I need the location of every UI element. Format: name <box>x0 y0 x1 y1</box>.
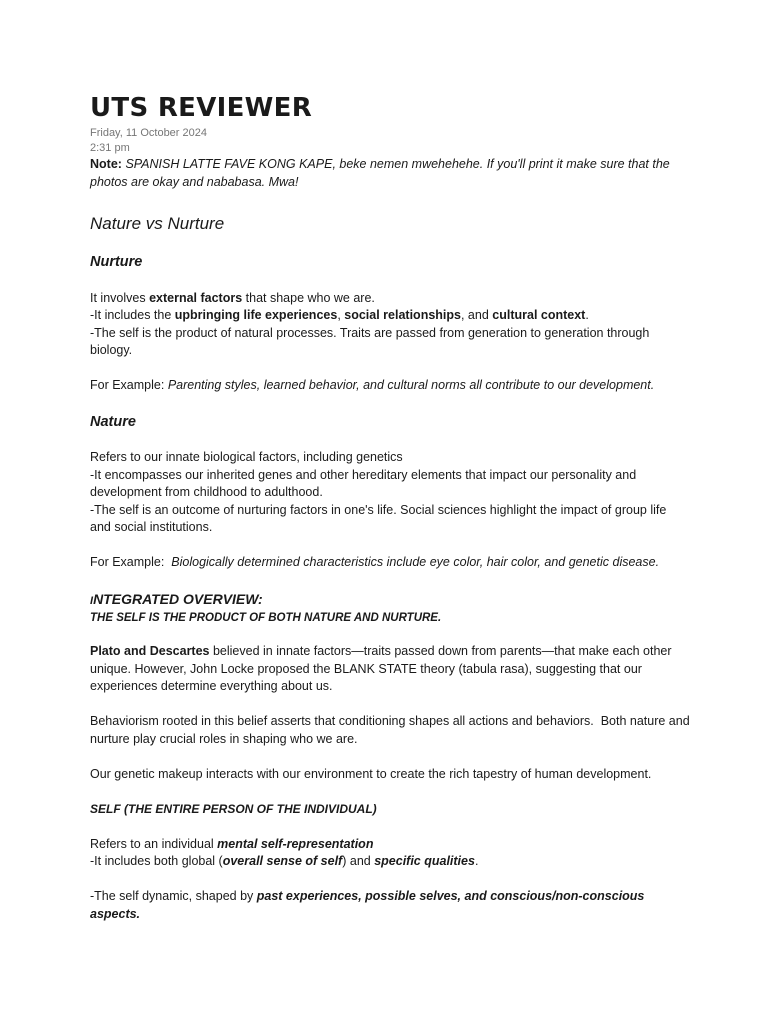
page-title: UTS REVIEWER <box>90 93 313 123</box>
bold-italic-span: mental self-representation <box>217 836 374 851</box>
text-span: . <box>474 854 479 868</box>
integrated-overview-heading <box>90 590 690 610</box>
overview-paragraph-1 <box>90 643 690 696</box>
text-span: -The self dynamic, shaped by <box>90 889 257 903</box>
subheading-nurture: Nurture <box>90 254 143 270</box>
example-label: For Example: <box>90 555 172 569</box>
text-span: believed in innate factors—traits passed down from parents—that make each other unique. However, John Locke proposed the BLANK STATE theory (tabula rasa), suggesting that our experiences determine everything about us. <box>90 644 672 693</box>
text-span: -It includes both global ( <box>90 854 223 868</box>
bold-italic-span: overall sense of self <box>222 854 343 868</box>
text-span: . <box>585 308 589 322</box>
overview-paragraph-2: Behaviorism rooted in this belief asserts that conditioning shapes all actions and behaviors. Both nature and nurture play crucial roles in shaping who we are. <box>90 714 694 746</box>
bold-italic-span: specific qualities <box>374 854 475 868</box>
heading-initial: I <box>90 594 94 607</box>
text-span: that shape who we are. <box>242 290 375 305</box>
note-paragraph <box>90 156 690 191</box>
nature-example <box>90 554 690 572</box>
self-line-3 <box>90 888 690 923</box>
section-heading-nature-vs-nurture: Nature vs Nurture <box>90 214 225 233</box>
text-span: , and <box>460 308 493 322</box>
date-stamp: Friday, 11 October 2024 <box>90 127 207 139</box>
example-text: Biologically determined characteristics include eye color, hair color, and genetic disease. <box>171 555 660 569</box>
text-span: , <box>337 308 345 322</box>
bold-span: Plato and Descartes <box>90 644 210 658</box>
example-label: For Example: <box>90 378 168 392</box>
nature-line-3: -The self is an outcome of nurturing factors in one's life. Social sciences highlight the impact of group life and social institutions. <box>90 502 667 534</box>
self-line-2 <box>90 853 690 871</box>
integrated-overview-subheading: THE SELF IS THE PRODUCT OF BOTH NATURE AND NURTURE. <box>90 611 442 624</box>
time-stamp: 2:31 pm <box>90 142 130 154</box>
nurture-line-1 <box>90 290 690 308</box>
nurture-line-2 <box>90 307 690 325</box>
self-heading: SELF (THE ENTIRE PERSON OF THE INDIVIDUAL) <box>90 801 377 816</box>
text-span: -It includes the <box>90 308 175 322</box>
nurture-line-3: -The self is the product of natural processes. Traits are passed from generation to generation through biology. <box>90 325 650 357</box>
bold-span: cultural context <box>492 308 586 322</box>
bold-span: social relationships <box>344 308 461 322</box>
text-span: ) and <box>342 854 375 868</box>
overview-paragraph-3: Our genetic makeup interacts with our environment to create the rich tapestry of human development. <box>90 766 652 781</box>
nature-line-2: -It encompasses our inherited genes and other hereditary elements that impact our personality and development from childhood to adulthood. <box>90 467 637 499</box>
self-line-1 <box>90 836 690 854</box>
bold-italic-span: past experiences, possible selves, and conscious/non-conscious aspects. <box>90 889 645 921</box>
subheading-nature: Nature <box>90 413 136 430</box>
text-span: Refers to an individual <box>90 836 218 851</box>
note-text: SPANISH LATTE FAVE KONG KAPE, beke nemen mwehehehe. If you'll print it make sure that the photos are okay and nababasa. Mwa! <box>90 157 670 189</box>
document-content <box>90 92 694 923</box>
example-text: Parenting styles, learned behavior, and cultural norms all contribute to our development. <box>167 378 655 392</box>
nature-line-1: Refers to our innate biological factors, including genetics <box>90 450 403 464</box>
text-span: It involves <box>90 290 150 305</box>
heading-rest: NTEGRATED OVERVIEW: <box>93 590 263 607</box>
bold-span: external factors <box>149 290 243 305</box>
note-label: Note: <box>90 157 122 171</box>
bold-span: upbringing life experiences <box>174 308 338 322</box>
nurture-example <box>90 377 690 395</box>
